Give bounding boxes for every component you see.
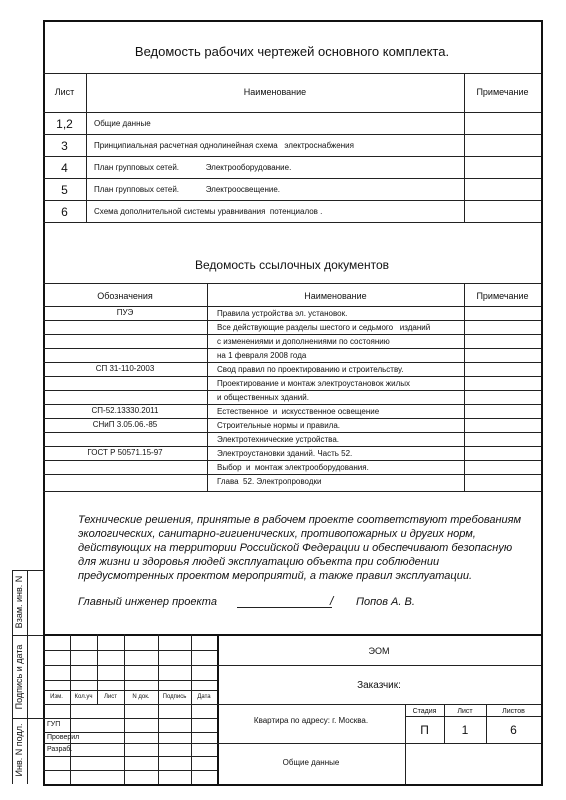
drawing-sheet-number: 1,2 <box>56 117 73 131</box>
side-label-inv-orig: Инв. N подл. <box>14 723 24 777</box>
stamp-stage-value: П <box>420 723 429 737</box>
drawings-title: Ведомость рабочих чертежей основного комплекта. <box>134 44 450 59</box>
column-header-name: Наименование <box>304 291 367 301</box>
ref-name: Электроустановки зданий. Часть 52. <box>217 449 353 458</box>
column-header-sheet: Лист <box>54 87 75 97</box>
stamp-col-signature: Подпись <box>162 694 187 700</box>
stamp-code: ЭОМ <box>368 646 390 656</box>
drawing-name: Принципиальная расчетная однолинейная схема электроснабжения <box>94 141 354 150</box>
drawing-name: Схема дополнительной системы уравнивания потенциалов . <box>94 207 323 216</box>
stamp-sheet-label: Лист <box>457 708 473 715</box>
stamp-role: ГУП <box>47 721 61 728</box>
drawing-sheet-number: 6 <box>61 205 68 219</box>
ref-name: Строительные нормы и правила. <box>217 421 341 430</box>
signature-name: Попов А. В. <box>356 596 415 608</box>
ref-designation: ПУЭ <box>116 308 134 317</box>
column-header-name: Наименование <box>243 87 307 97</box>
side-label-replace: Взам. инв. N <box>14 575 24 629</box>
column-header-note: Примечание <box>476 87 529 97</box>
side-label-sign-date: Подпись и дата <box>14 644 24 710</box>
statement-line: Технические решения, принятые в рабочем проекте соответствуют требованиям <box>78 514 522 526</box>
ref-name: с изменениями и дополнениями по состоянию <box>217 337 390 346</box>
drawing-sheet-number: 4 <box>61 161 68 175</box>
stamp-col-count: Кол.уч <box>74 694 93 700</box>
ref-name: Электротехнические устройства. <box>217 435 340 444</box>
stamp-col-sheet: Лист <box>103 694 118 700</box>
signature-slash: / <box>330 594 334 608</box>
ref-name: Глава 52. Электропроводки <box>217 477 322 486</box>
stamp-doc-title: Общие данные <box>282 758 340 767</box>
stamp-role: Разраб. <box>47 746 73 753</box>
statement-line: для жизни и здоровья людей эксплуатацию объекта при соблюдении <box>78 556 440 568</box>
signature-line <box>237 607 332 608</box>
stamp-address: Квартира по адресу: г. Москва. <box>253 716 369 725</box>
frame-right <box>541 20 543 785</box>
ref-designation: СП-52.13330.2011 <box>91 406 159 415</box>
stamp-role: Проверил <box>47 734 80 741</box>
ref-name: на 1 февраля 2008 года <box>217 351 307 360</box>
ref-name: Выбор и монтаж электрооборудования. <box>217 463 369 472</box>
column-header-note: Примечание <box>476 291 529 301</box>
ref-name: Естественное и искусственное освещение <box>217 407 380 416</box>
stamp-col-change: Изм. <box>50 694 63 700</box>
drawing-sheet-number: 5 <box>61 183 68 197</box>
stamp-sheets-value: 6 <box>510 723 517 737</box>
ref-name: Проектирование и монтаж электроустановок жилых <box>217 379 410 388</box>
stamp-top <box>43 634 541 636</box>
drawing-name: Общие данные <box>94 119 151 128</box>
refs-title: Ведомость ссылочных документов <box>195 258 389 272</box>
frame-top <box>43 20 543 22</box>
ref-designation: СНиП 3.05.06.-85 <box>92 420 158 429</box>
stamp-col-docnum: N док. <box>132 694 150 700</box>
statement-line: предусмотренных проектом мероприятий, а также правил эксплуатации. <box>78 570 473 582</box>
ref-name: Все действующие разделы шестого и седьмого изданий <box>217 323 431 332</box>
drawing-name: План групповых сетей. Электроосвещение. <box>94 185 281 194</box>
stamp-customer: Заказчик: <box>357 680 401 691</box>
stamp-col-date: Дата <box>197 694 211 700</box>
ref-designation: ГОСТ Р 50571.15-97 <box>87 448 163 457</box>
stamp-sheet-value: 1 <box>461 723 469 737</box>
statement-line: действующих на территории Российской Федерации и обеспечивают безопасную <box>78 542 513 554</box>
statement-line: экологических, санитарно-гигиенических, противопожарных и других норм, <box>78 528 476 540</box>
frame-bottom <box>43 784 543 786</box>
drawing-sheet-number: 3 <box>61 139 68 153</box>
stamp-sheets-label: Листов <box>502 708 525 715</box>
signature-label: Главный инженер проекта <box>78 596 217 608</box>
ref-name: Правила устройства эл. установок. <box>217 309 348 318</box>
drawing-name: План групповых сетей. Электрооборудование. <box>94 163 292 172</box>
ref-designation: СП 31-110-2003 <box>95 364 155 373</box>
ref-name: и общественных зданий. <box>217 393 309 402</box>
stamp-stage-label: Стадия <box>412 708 437 715</box>
ref-name: Свод правил по проектированию и строительству. <box>217 365 404 374</box>
column-header-designation: Обозначения <box>97 291 153 301</box>
